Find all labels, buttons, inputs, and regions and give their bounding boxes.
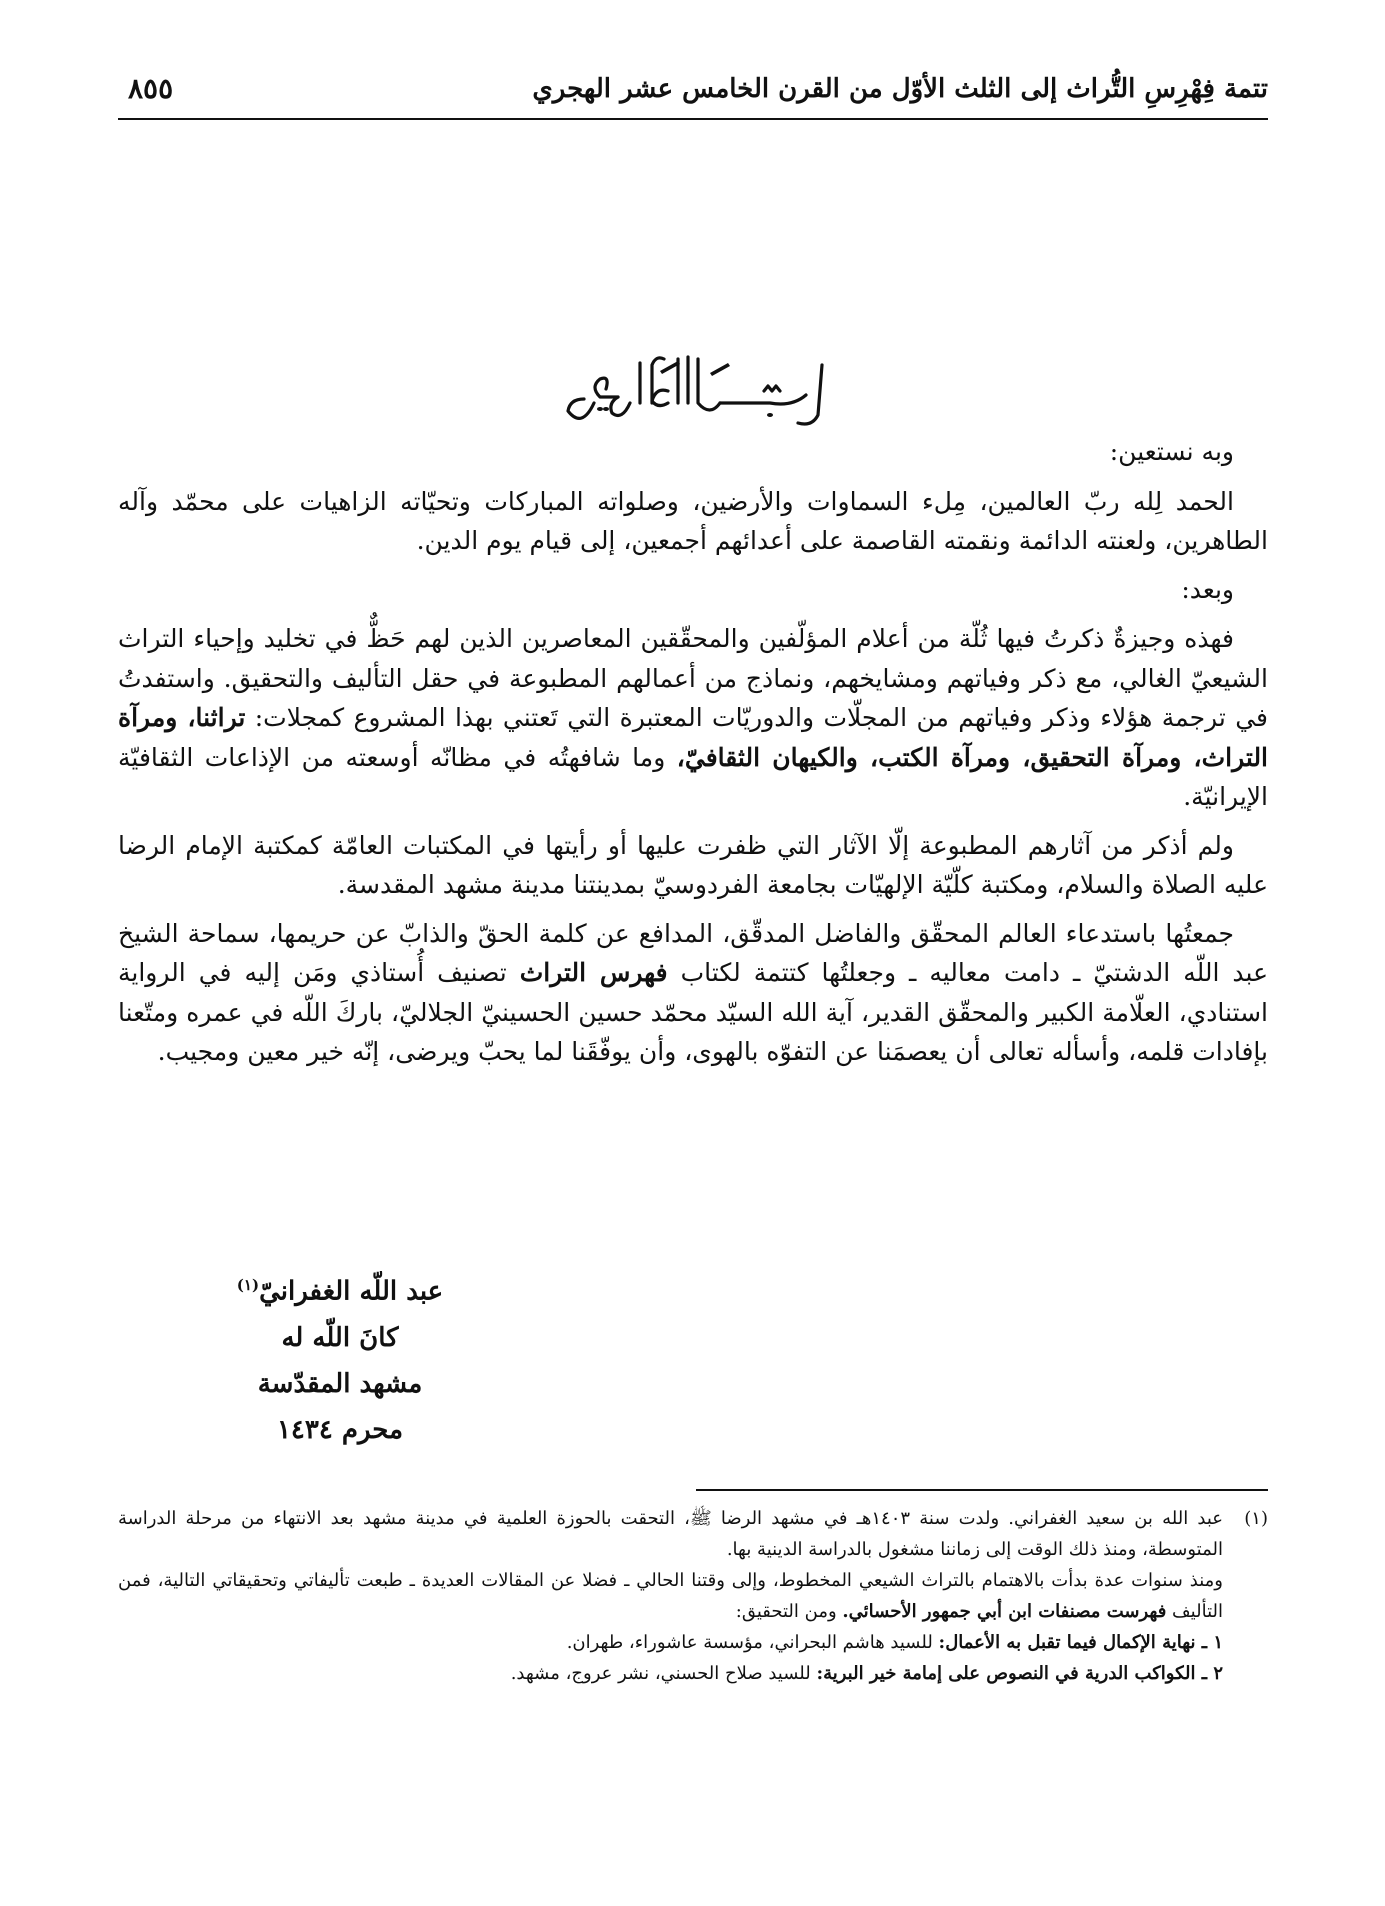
paragraph: الحمد لِله ربّ العالمين، مِلء السماوات والأرضين، وصلواته المباركات وتحيّاته الزاهيات على محمّد وآله الطاهرين، ولعنته الدائمة ونقمته القاصمة على أعدائهم أجمعين، إلى قيام يوم الدين. [118,486,1268,555]
paragraph: فهذه وجيزةٌ ذكرتُ فيها ثُلّة من أعلام المؤلّفين والمحقّقين المعاصرين الذين لهم حَظٌّ في تخليد وإحياء التراث الشيعيّ الغالي، مع ذكر وفياتهم ومشايخهم، ونماذج من أعمالهم المطبوعة في حقل التأليف والتحقيق. واستفدتُ في ترجمة هؤلاء وذكر وفياتهم من المجلّات والدوريّات المعتبرة التي تَعتني بهذا المشروع كمجلات: تراثنا، ومرآة التراث، ومرآة التحقيق، ومرآة الكتب، والكيهان الثقافيّ، وما شافهتُه في مظانّه أوسعته من الإذاعات الثقافيّة الإيرانيّة. [118,624,1269,811]
signature-place: مشهد المقدّسة [257,1368,423,1399]
footnote-text: عبد الله بن سعيد الغفراني. ولدت سنة ١٤٠٣هـ في مشهد الرضا ﷺ، التحقت بالحوزة العلمية في مدينة مشهد بعد الانتهاء من مرحلة الدراسة المتوسطة، ومنذ ذلك الوقت إلى زماننا مشغول بالدراسة الدينية بها. [118,1508,1223,1560]
footnote [118,1503,1268,1689]
paragraph: ولم أذكر من آثارهم المطبوعة إلّا الآثار التي ظفرت عليها أو رأيتها في المكتبات العامّة كمكتبة الإمام الرضا عليه الصلاة والسلام، ومكتبة كلّيّة الإلهيّات بجامعة الفردوسيّ بمدينتنا مدينة مشهد المقدسة. [118,830,1268,899]
page-number: ٨٥٥ [128,72,174,105]
footnote-body [118,1503,1223,1689]
footnote-marker[interactable]: (١) [236,1276,260,1294]
footnote-list-item: ٢ ـ الكواكب الدرية في النصوص على إمامة خير البرية: للسيد صلاح الحسني، نشر عروج، مشهد. [510,1663,1223,1684]
main-text [118,432,1268,1081]
running-header [118,68,1268,118]
paragraph: جمعتُها باستدعاء العالم المحقّق والفاضل المدقّق، المدافع عن كلمة الحقّ والذابّ عن حريمها، سماحة الشيخ عبد اللّه الدشتيّ ـ دامت معاليه ـ وجعلتُها كتتمة لكتاب فهرس التراث تصنيف أُستاذي ومَن إليه في الرواية استنادي، العلّامة الكبير والمحقّق القدير، آية الله السيّد محمّد حسين الحسينيّ الجلاليّ، باركَ اللّه في عمره ومتّعنا بإفادات قلمه، وأسأله تعالى أن يعصمَنا عن التفوّه بالهوى، وأن يوفّقَنا لما يحبّ ويرضى، إنّه خير معين ومجيب. [118,918,1269,1066]
signature-date: محرم ١٤٣٤ [276,1414,404,1445]
footnote-number: (١) [1244,1508,1268,1529]
footnote-text: ومنذ سنوات عدة بدأت بالاهتمام بالتراث الشيعي المخطوط، وإلى وقتنا الحالي ـ فضلا عن المقالات العديدة ـ طبعت تأليفاتي وتحقيقاتي التالية، فمن التأليف فهرست مصنفات ابن أبي جمهور الأحسائي. ومن التحقيق: [118,1570,1223,1622]
signature-line: كانَ اللّه له [281,1322,399,1353]
signature-block [190,1262,490,1453]
opening-line: وبه نستعين: [1109,437,1234,466]
header-title: تتمة فِهْرِسِ التُّراث إلى الثلث الأوّل من القرن الخامس عشر الهجري [532,74,1268,104]
author-name: عبد اللّه الغفرانيّ$^{(١)}$ [236,1276,444,1307]
journal-names: تراثنا، ومرآة التراث، ومرآة التحقيق، ومرآة الكتب، والكيهان الثقافيّ، [118,703,1269,772]
footnote-list-item: ١ ـ نهاية الإكمال فيما تقبل به الأعمال: للسيد هاشم البحراني، مؤسسة عاشوراء، طهران. [566,1632,1223,1653]
basmala-calligraphy [560,345,830,435]
book-title: فهرس التراث [519,958,668,987]
header-divider [118,118,1268,120]
footnote-divider [696,1489,1268,1491]
footnotes [118,1503,1268,1689]
transition-line: وبعد: [1181,574,1234,604]
